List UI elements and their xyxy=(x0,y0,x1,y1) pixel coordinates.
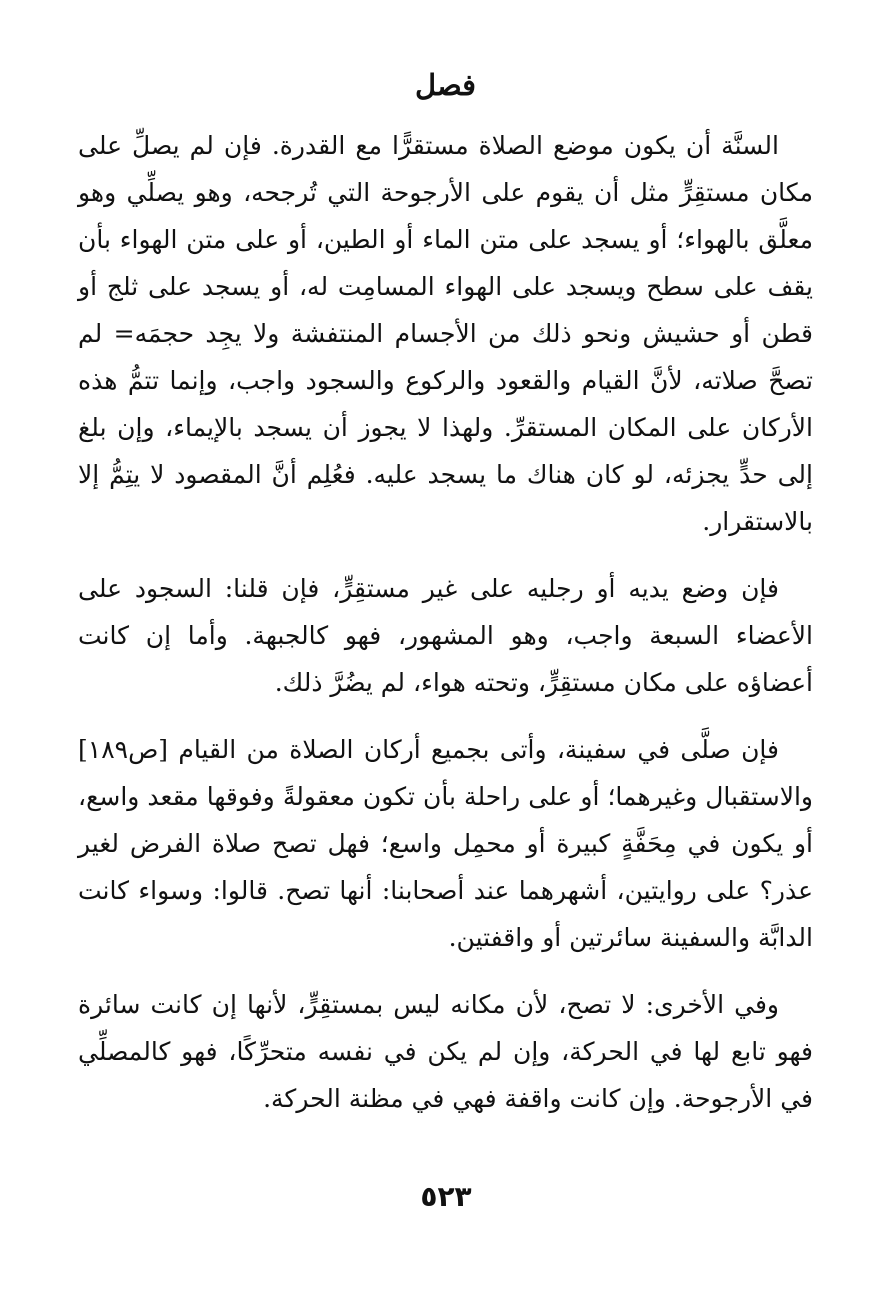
section-heading: فصل xyxy=(415,68,476,102)
paragraph-3: فإن صلَّى في سفينة، وأتى بجميع أركان الصلاة من القيام [ص١٨٩] والاستقبال وغيرهما؛ أو على راحلة بأن تكون معقولةً وفوقها مقعد واسع، أو يكون في مِحَفَّةٍ كبيرة أو محمِل واسع؛ فهل تصح صلاة الفرض لغير عذر؟ على روايتين، أشهرهما عند أصحابنا: أنها تصح. قالوا: وسواء كانت الدابَّة والسفينة سائرتين أو واقفتين. xyxy=(78,735,813,952)
page-number: ٥٢٣ xyxy=(420,1180,472,1213)
book-page xyxy=(78,60,813,1230)
paragraph-4: وفي الأخرى: لا تصح، لأن مكانه ليس بمستقِرٍّ، لأنها إن كانت سائرة فهو تابع لها في الحركة، وإن لم يكن في نفسه متحرِّكًا، فهو كالمصلِّي في الأرجوحة. وإن كانت واقفة فهي في مظنة الحركة. xyxy=(78,990,813,1113)
paragraph-1: السنَّة أن يكون موضع الصلاة مستقرًّا مع القدرة. فإن لم يصلِّ على مكان مستقِرٍّ مثل أن يقوم على الأرجوحة التي تُرجحه، وهو يصلِّي وهو معلَّق بالهواء؛ أو يسجد على متن الماء أو الطين، أو على متن الهواء بأن يقف على سطح ويسجد على الهواء المسامِت له، أو يسجد على ثلج أو قطن أو حشيش ونحو ذلك من الأجسام المنتفشة ولا يجِد حجمَه= لم تصحَّ صلاته، لأنَّ القيام والقعود والركوع والسجود واجب، وإنما تتمُّ هذه الأركان على المكان المستقرِّ. ولهذا لا يجوز أن يسجد بالإيماء، وإن بلغ إلى حدٍّ يجزئه، لو كان هناك ما يسجد عليه. فعُلِم أنَّ المقصود لا يتِمُّ إلا بالاستقرار. xyxy=(78,131,813,536)
paragraph-2: فإن وضع يديه أو رجليه على غير مستقِرٍّ، فإن قلنا: السجود على الأعضاء السبعة واجب، وهو المشهور، فهو كالجبهة. وأما إن كانت أعضاؤه على مكان مستقِرٍّ، وتحته هواء، لم يضُرَّ ذلك. xyxy=(78,574,813,697)
